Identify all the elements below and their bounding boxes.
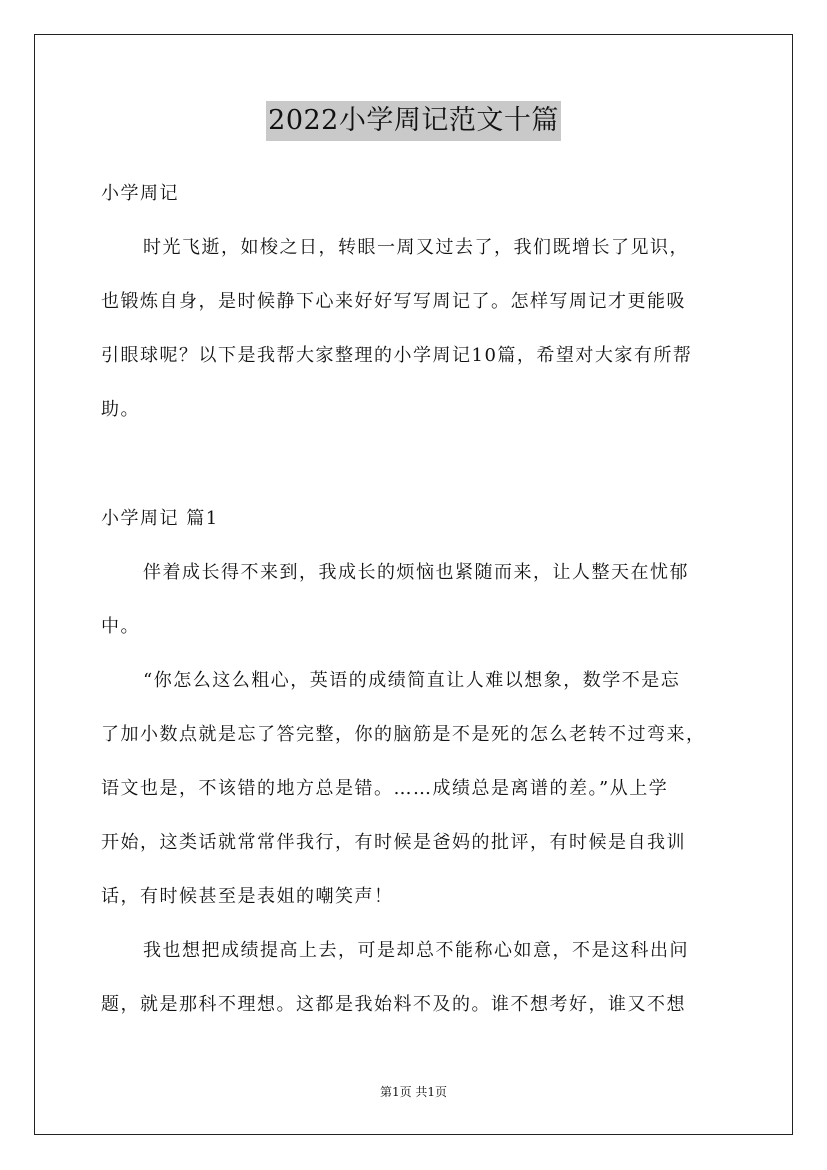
intro-line: 也锻炼自身，是时候静下心来好好写写周记了。怎样写周记才更能吸 (101, 291, 686, 312)
body-line: 中。 (101, 616, 140, 637)
title-container (0, 101, 827, 141)
body-line: 话，有时候甚至是表姐的嘲笑声！ (101, 886, 394, 907)
intro-line: 时光飞逝，如梭之日，转眼一周又过去了，我们既增长了见识， (143, 237, 689, 258)
body-line: 语文也是，不该错的地方总是错。……成绩总是离谱的差。”从上学 (101, 778, 669, 799)
document-title: 2022小学周记范文十篇 (266, 101, 561, 141)
article-heading: 小学周记 篇1 (101, 508, 219, 529)
body-line: 我也想把成绩提高上去，可是却总不能称心如意，不是这科出问 (143, 940, 689, 961)
intro-line: 助。 (101, 399, 140, 420)
body-line: “你怎么这么粗心，英语的成绩简直让人难以想象，数学不是忘 (143, 670, 681, 691)
page-footer: 第1页 共1页 (379, 1085, 448, 1099)
body-line: 题，就是那科不理想。这都是我始料不及的。谁不想考好，谁又不想 (101, 994, 686, 1015)
body-line: 开始，这类话就常常伴我行，有时候是爸妈的批评，有时候是自我训 (101, 832, 686, 853)
body-line: 了加小数点就是忘了答完整，你的脑筋是不是死的怎么老转不过弯来， (101, 724, 706, 745)
intro-line: 引眼球呢？以下是我帮大家整理的小学周记10篇，希望对大家有所帮 (101, 345, 693, 366)
section-heading: 小学周记 (101, 183, 179, 204)
body-line: 伴着成长得不来到，我成长的烦恼也紧随而来，让人整天在忧郁 (143, 562, 689, 583)
